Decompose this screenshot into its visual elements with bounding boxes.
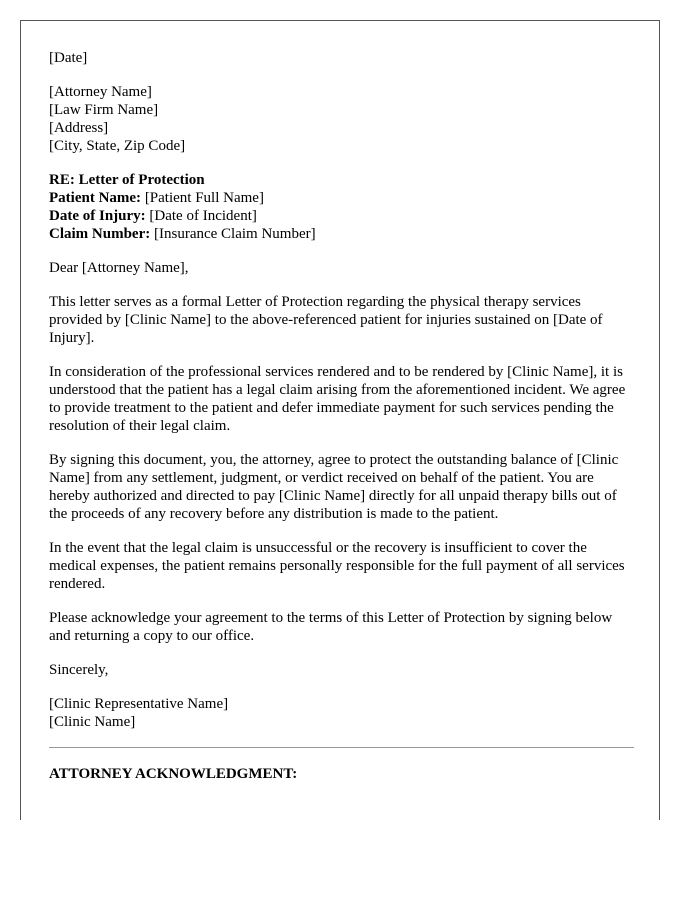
body-paragraph: Please acknowledge your agreement to the terms of this Letter of Protection by signing below and returning a copy to our office. — [49, 610, 613, 644]
body-paragraph: By signing this document, you, the attorney, agree to protect the outstanding balance of [Clinic Name] from any settlement, judgment, or verdict received on behalf of the patient. You are hereby authorized and directed to pay [Clinic Name] directly for all unpaid therapy bills out of the proceeds of any recovery before any distribution is made to the patient. — [49, 452, 619, 522]
body-paragraph: In consideration of the professional services rendered and to be rendered by [Clinic Name], it is understood that the patient has a legal claim arising from the aforementioned incident. We agree to provide treatment to the patient and defer immediate payment for such services pending the resolution of their legal claim. — [49, 364, 626, 434]
letter-content — [49, 49, 634, 783]
law-firm-name: [Law Firm Name] — [49, 102, 159, 118]
body-paragraph: In the event that the legal claim is unsuccessful or the recovery is insufficient to cover the medical expenses, the patient remains personally responsible for the full payment of all services rendered. — [49, 540, 625, 592]
date-block — [49, 49, 634, 67]
date-of-injury-line — [49, 207, 634, 225]
body-paragraph: This letter serves as a formal Letter of Protection regarding the physical therapy services provided by [Clinic Name] to the above-referenced patient for injuries sustained on [Date of Injury]. — [49, 294, 603, 346]
clinic-representative-name: [Clinic Representative Name] — [49, 696, 229, 712]
reference-block — [49, 171, 634, 243]
address-line: [Address] — [49, 120, 109, 136]
re-line: RE: Letter of Protection — [49, 172, 205, 188]
date-of-injury-value: [Date of Incident] — [149, 208, 257, 224]
attorney-acknowledgment-heading: ATTORNEY ACKNOWLEDGMENT: — [49, 766, 298, 782]
salutation: Dear [Attorney Name], — [49, 260, 189, 276]
claim-number-value: [Insurance Claim Number] — [154, 226, 316, 242]
claim-number-label: Claim Number: — [49, 226, 151, 242]
patient-name-value: [Patient Full Name] — [144, 190, 264, 206]
section-divider — [49, 747, 634, 748]
patient-name-label: Patient Name: — [49, 190, 142, 206]
letter-page — [20, 20, 660, 820]
letter-date: [Date] — [49, 50, 88, 66]
clinic-name: [Clinic Name] — [49, 714, 136, 730]
attorney-name: [Attorney Name] — [49, 84, 152, 100]
city-state-zip: [City, State, Zip Code] — [49, 138, 186, 154]
patient-name-line — [49, 189, 634, 207]
closing: Sincerely, — [49, 662, 109, 678]
date-of-injury-label: Date of Injury: — [49, 208, 146, 224]
recipient-address — [49, 83, 634, 155]
signature-block — [49, 695, 634, 731]
claim-number-line — [49, 225, 634, 243]
